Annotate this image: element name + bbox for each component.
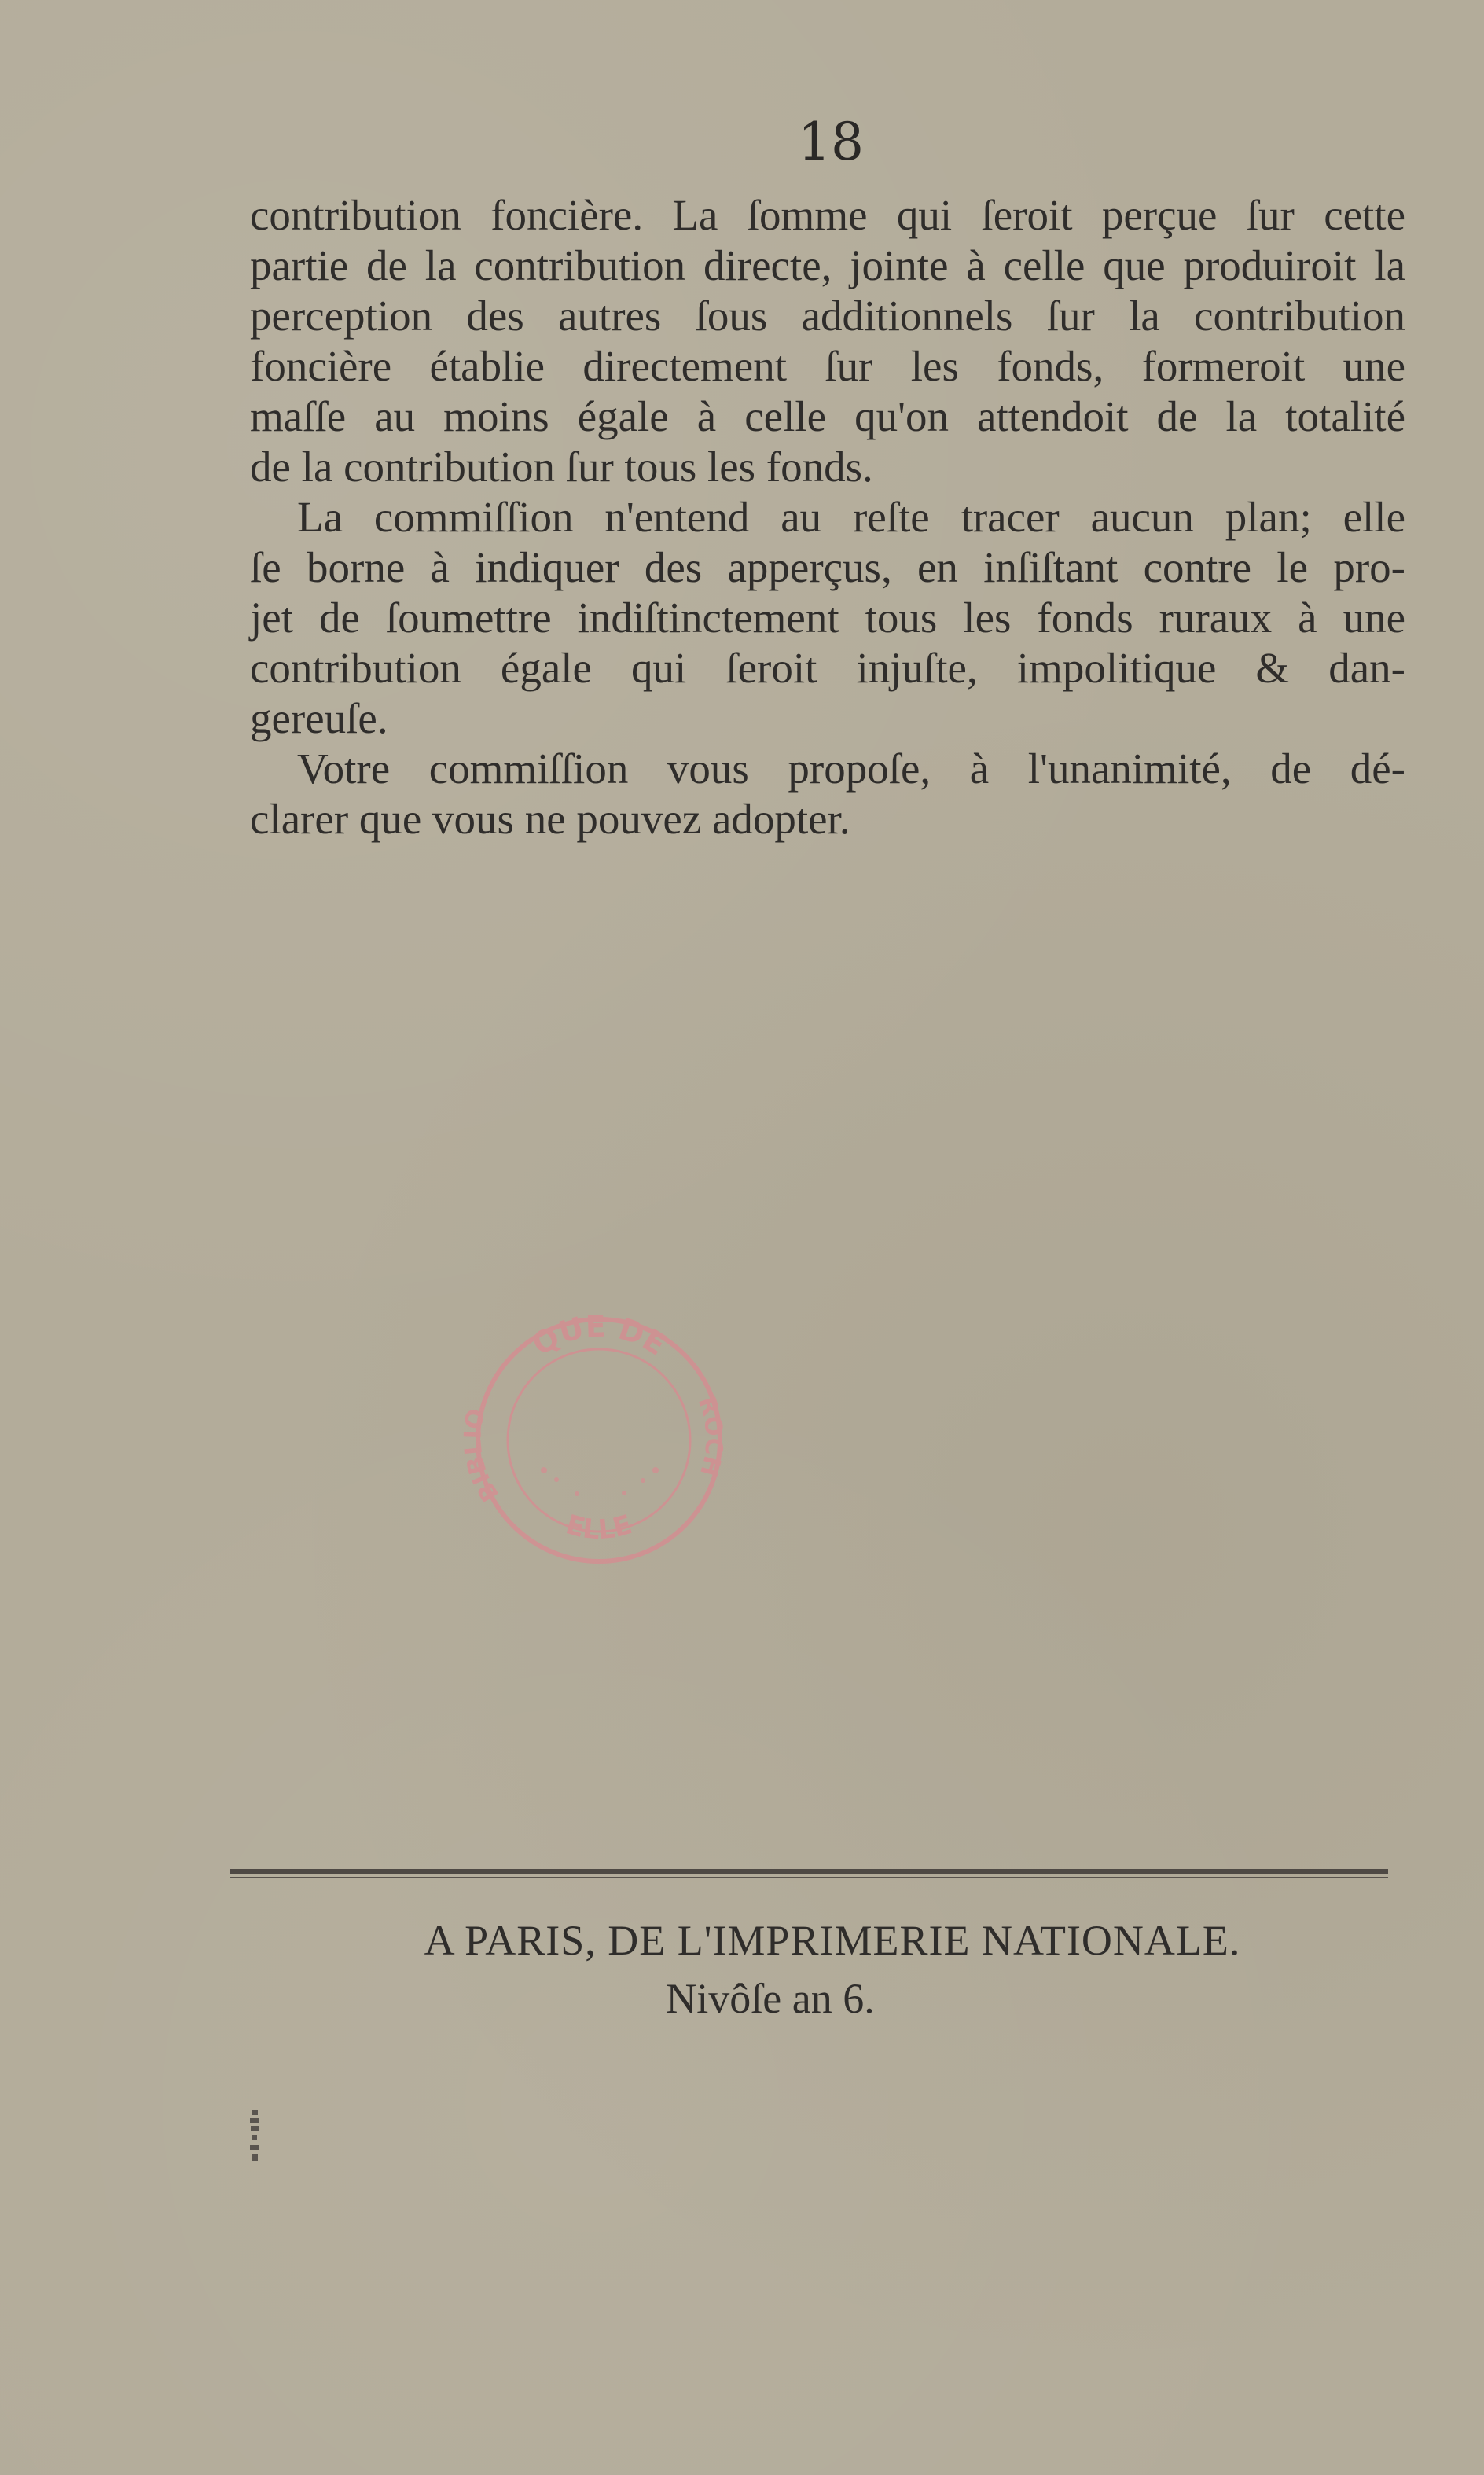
text-line-2: partie de la contribution directe, jointe à celle que produiroit la <box>250 241 1405 289</box>
stamp-top-text: QUE DE <box>526 1308 673 1363</box>
text-line-13: clarer que vous ne pouvez adopter. <box>250 795 850 843</box>
library-stamp <box>450 1291 748 1590</box>
text-line-12: Votre commiſſion vous propoſe, à l'unanimité, de dé- <box>297 745 1405 793</box>
text-line-1: contribution foncière. La ſomme qui ſeroit perçue ſur cette <box>250 191 1405 239</box>
text-line-8: ſe borne à indiquer des apperçus, en inſiſtant contre le pro- <box>250 543 1405 591</box>
imprint-rule-top <box>230 1869 1388 1874</box>
stamp-left-text: BIBLIO <box>459 1407 505 1507</box>
text-line-6: de la contribution ſur tous les fonds. <box>250 443 873 491</box>
text-line-7: La commiſſion n'entend au reſte tracer aucun plan; elle <box>297 493 1405 541</box>
imprint-rule-bottom <box>230 1877 1388 1878</box>
stamp-bottom-text: ELLE <box>562 1509 636 1546</box>
text-line-4: foncière établie directement ſur les fonds, formeroit une <box>250 342 1405 390</box>
stamp-right-text: ROCH <box>692 1392 728 1480</box>
text-line-9: jet de ſoumettre indiſtinctement tous les fonds ruraux à une <box>250 594 1405 642</box>
text-line-5: maſſe au moins égale à celle qu'on attendoit de la totalité <box>250 392 1405 440</box>
imprint-line: A PARIS, DE L'IMPRIMERIE NATIONALE. <box>424 1917 1241 1964</box>
margin-mark-icon <box>245 2109 264 2165</box>
text-line-10: contribution égale qui ſeroit injuſte, impolitique & dan- <box>250 644 1405 692</box>
text-line-3: perception des autres ſous additionnels ſur la contribution <box>250 292 1405 340</box>
document-text-block <box>250 190 1405 844</box>
page-number: 18 <box>798 112 864 172</box>
imprint-date: Nivôſe an 6. <box>666 1975 875 2022</box>
text-line-11: gereuſe. <box>250 694 388 742</box>
